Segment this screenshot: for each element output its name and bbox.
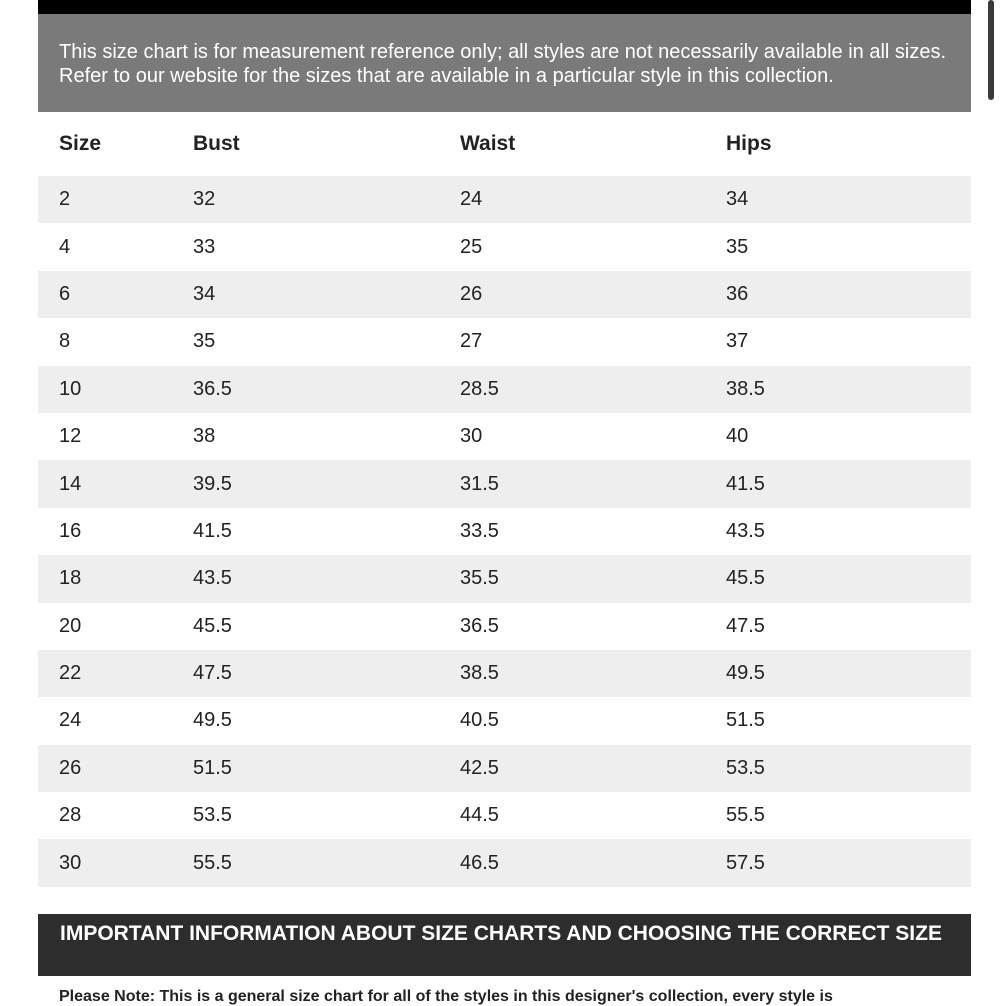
cell-waist: 42.5: [439, 745, 705, 792]
cell-size: 20: [59, 614, 82, 637]
column-header-waist: Waist: [439, 112, 705, 176]
cell-hips: 53.5: [705, 745, 971, 792]
table-row: [38, 555, 971, 602]
cell-bust: 47.5: [172, 650, 439, 697]
table-row: [38, 318, 971, 365]
cell-hips: 41.5: [705, 460, 971, 507]
table-row: [38, 650, 971, 697]
cell-waist: 33.5: [460, 519, 499, 542]
cell-size: 6: [38, 271, 172, 318]
cell-waist: 36.5: [460, 614, 499, 637]
table-row: [38, 460, 971, 507]
cell-size: 12: [59, 425, 82, 448]
cell-bust: 38: [193, 425, 216, 448]
cell-bust: 55.5: [172, 839, 439, 886]
cell-bust: 51.5: [172, 745, 439, 792]
important-info-heading-text: IMPORTANT INFORMATION ABOUT SIZE CHARTS AND CHOOSING THE CORRECT SIZE: [60, 922, 942, 945]
table-row: [38, 792, 971, 839]
cell-bust: 49.5: [193, 709, 232, 732]
cell-waist: 38.5: [439, 650, 705, 697]
table-row: [38, 603, 971, 650]
cell-waist: 25: [460, 235, 483, 258]
cell-bust: 34: [172, 271, 439, 318]
table-row: [38, 176, 971, 223]
cell-size: 4: [59, 235, 71, 258]
table-row: [38, 366, 971, 413]
cell-size: 26: [38, 745, 172, 792]
table-header-row: [38, 112, 971, 176]
table-row: [38, 413, 971, 460]
cell-hips: 43.5: [726, 519, 765, 542]
cell-hips: 35: [726, 235, 749, 258]
table-row: [38, 223, 971, 270]
cell-waist: 31.5: [439, 460, 705, 507]
cell-hips: 40: [726, 425, 749, 448]
cell-size: 8: [59, 330, 71, 353]
cell-bust: 43.5: [172, 555, 439, 602]
cell-hips: 37: [726, 330, 749, 353]
cell-hips: 47.5: [726, 614, 765, 637]
column-header-hips: Hips: [705, 112, 971, 176]
cell-hips: 57.5: [705, 839, 971, 886]
cell-size: 16: [59, 519, 82, 542]
cell-hips: 45.5: [705, 555, 971, 602]
cell-bust: 39.5: [172, 460, 439, 507]
table-row: [38, 508, 971, 555]
cell-bust: 35: [193, 330, 216, 353]
column-header-bust: Bust: [172, 112, 439, 176]
cell-size: 22: [38, 650, 172, 697]
cell-waist: 44.5: [460, 804, 499, 827]
scrollbar[interactable]: [988, 0, 994, 100]
cell-waist: 35.5: [439, 555, 705, 602]
cell-size: 14: [38, 460, 172, 507]
size-chart-table: [38, 112, 971, 887]
cell-bust: 45.5: [193, 614, 232, 637]
table-row: [38, 697, 971, 744]
cell-size: 28: [59, 804, 82, 827]
cell-waist: 40.5: [460, 709, 499, 732]
top-bar: [38, 0, 971, 14]
table-row: [38, 745, 971, 792]
cell-hips: 51.5: [726, 709, 765, 732]
please-note-text: Please Note: This is a general size chart for all of the styles in this designer's collection, every style is: [59, 988, 833, 1005]
cell-bust: 41.5: [193, 519, 232, 542]
table-row: [38, 839, 971, 886]
cell-waist: 24: [439, 176, 705, 223]
cell-waist: 30: [460, 425, 483, 448]
cell-hips: 36: [705, 271, 971, 318]
cell-bust: 53.5: [193, 804, 232, 827]
cell-size: 10: [38, 366, 172, 413]
cell-waist: 28.5: [439, 366, 705, 413]
size-chart-notice: [38, 14, 971, 112]
cell-bust: 36.5: [172, 366, 439, 413]
important-info-heading: [38, 914, 971, 976]
cell-bust: 33: [193, 235, 216, 258]
cell-bust: 32: [172, 176, 439, 223]
cell-hips: 55.5: [726, 804, 765, 827]
cell-size: 18: [38, 555, 172, 602]
notice-text: This size chart is for measurement reference only; all styles are not necessarily available in all sizes. Refer to our website for the sizes that are available in a particular style in this collection.: [59, 41, 947, 87]
table-row: [38, 271, 971, 318]
cell-hips: 34: [705, 176, 971, 223]
cell-hips: 38.5: [705, 366, 971, 413]
cell-waist: 46.5: [439, 839, 705, 886]
cell-waist: 27: [460, 330, 483, 353]
cell-hips: 49.5: [705, 650, 971, 697]
cell-size: 30: [38, 839, 172, 886]
cell-waist: 26: [439, 271, 705, 318]
cell-size: 24: [59, 709, 82, 732]
column-header-size: Size: [38, 112, 172, 176]
cell-size: 2: [38, 176, 172, 223]
